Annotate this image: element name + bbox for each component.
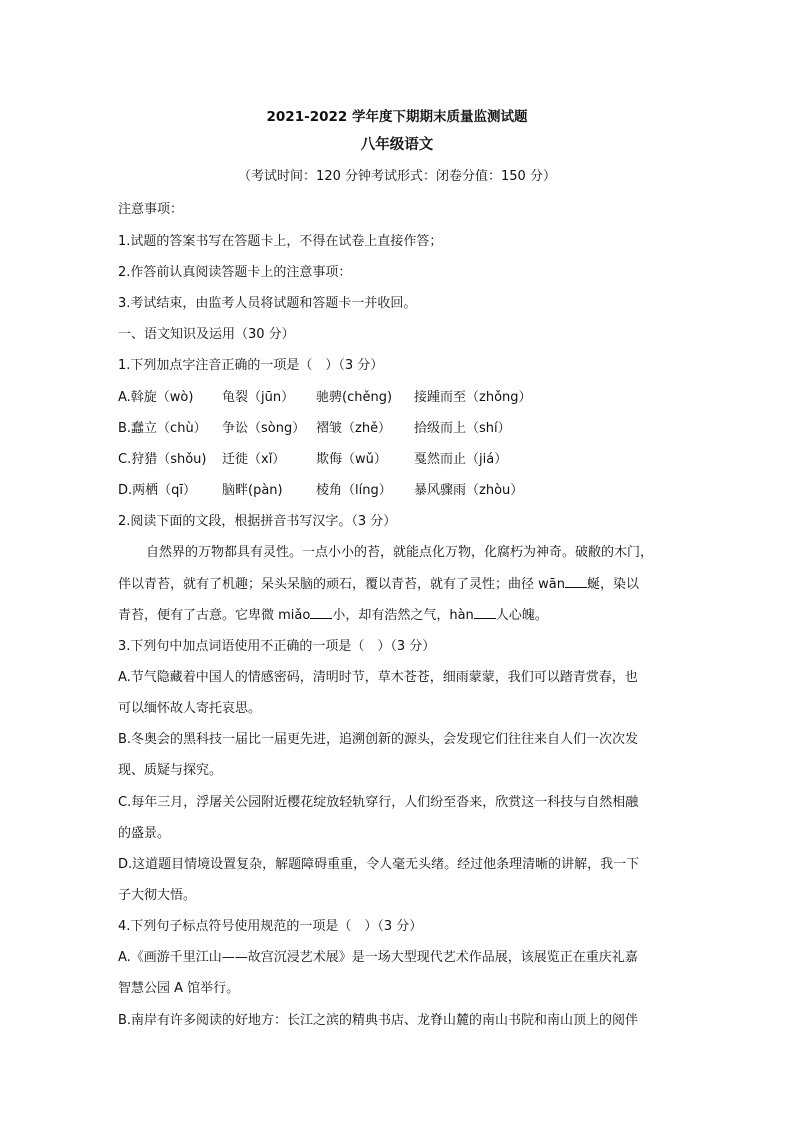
fill-blank <box>310 607 332 619</box>
q3-option-d: D.这道题目情境设置复杂，解题障碍重重，令人毫无头绪。经过他条理清晰的讲解，我一下 <box>118 857 640 872</box>
q1-option-a <box>118 386 532 405</box>
note-item: 2.作答前认真阅读答题卡上的注意事项： <box>118 265 352 280</box>
exam-title: 2021-2022 学年度下期期末质量监测试题 <box>266 109 528 125</box>
q3-option-c-cont: 的盛景。 <box>118 826 171 841</box>
option-item: 欺侮（wǔ） <box>316 452 387 467</box>
note-item: 1.试题的答案书写在答题卡上，不得在试卷上直接作答； <box>118 234 443 249</box>
option-item: 棱角（líng） <box>316 483 392 498</box>
q1-option-d <box>118 479 523 498</box>
passage-text: 人心魄。 <box>495 608 548 623</box>
option-item: 戛然而止（jiá） <box>414 452 508 467</box>
option-item: 拾级而上（shí） <box>414 421 511 436</box>
option-item: 龟裂（jūn） <box>222 390 295 405</box>
passage-text: 青苔，便有了古意。它卑微 miǎo <box>118 608 311 623</box>
option-item: A.斡旋（wò) <box>118 390 194 405</box>
q2-passage-line: 自然界的万物都具有灵性。一点小小的苔，就能点化万物，化腐朽为神奇。破敝的木门， <box>146 545 654 560</box>
q1-option-c <box>118 448 507 467</box>
q3-option-b-cont: 现、质疑与探究。 <box>118 763 223 778</box>
option-item: 迁徙（xǐ） <box>222 452 286 467</box>
option-item: 驰骋(chěng) <box>316 390 393 405</box>
option-item: 接踵而至（zhǒng） <box>414 390 532 405</box>
option-item: D.两栖（qī） <box>118 483 197 498</box>
option-item: C.狩猎（shǒu) <box>118 452 207 467</box>
option-item: B.蠢立（chù） <box>118 421 207 436</box>
exam-info: （考试时间：120 分钟考试形式：闭卷分值：150 分） <box>238 169 556 184</box>
fill-blank <box>565 576 587 588</box>
q3-option-a: A.节气隐藏着中国人的情感密码，清明时节，草木苍苍，细雨蒙蒙，我们可以踏青赏春，也 <box>118 670 638 685</box>
q4-option-b: B.南岸有许多阅读的好地方：长江之滨的精典书店、龙脊山麓的南山书院和南山顶上的阅伴 <box>118 1013 639 1028</box>
q3-option-b: B.冬奥会的黑科技一届比一届更先进，追溯创新的源头，会发现它们往往来自人们一次次发 <box>118 732 639 747</box>
q4-option-a-cont: 智慧公园 A 馆举行。 <box>118 981 240 996</box>
passage-text: 伴以青苔，就有了机趣；呆头呆脑的顽石，覆以青苔，就有了灵性；曲径 wān <box>118 577 565 592</box>
passage-text: 蜒，染以 <box>586 577 639 592</box>
option-item: 脑畔(pàn) <box>222 483 283 498</box>
note-item: 3.考试结束，由监考人员将试题和答题卡一并收回。 <box>118 296 417 311</box>
option-item: 褶皱（zhě） <box>316 421 392 436</box>
q2-passage-line <box>118 573 639 592</box>
question-2-stem: 2.阅读下面的文段，根据拼音书写汉字。（3 分） <box>118 514 397 529</box>
option-item: 暴风骤雨（zhòu） <box>414 483 524 498</box>
passage-text: 小，却有浩然之气，hàn <box>332 608 474 623</box>
q2-passage-line <box>118 604 548 623</box>
question-4-stem: 4.下列句子标点符号使用规范的一项是（ ）（3 分） <box>118 919 423 934</box>
question-1-stem: 1.下列加点字注音正确的一项是（ ）（3 分） <box>118 358 384 373</box>
question-3-stem: 3.下列句中加点词语使用不正确的一项是（ ）（3 分） <box>118 639 436 654</box>
section-heading: 一、语文知识及运用（30 分） <box>118 327 295 342</box>
exam-subject: 八年级语文 <box>360 137 434 153</box>
fill-blank <box>474 607 496 619</box>
q4-option-a: A.《画游千里江山——故宫沉浸艺术展》是一场大型现代艺术作品展，该展览正在重庆礼嘉 <box>118 950 638 965</box>
notes-heading: 注意事项： <box>118 202 184 217</box>
option-item: 争讼（sòng） <box>222 421 306 436</box>
q3-option-c: C.每年三月，浮屠关公园附近樱花绽放轻轨穿行，人们纷至沓来，欣赏这一科技与自然相融 <box>118 795 639 810</box>
q3-option-a-cont: 可以缅怀故人寄托哀思。 <box>118 701 262 716</box>
q1-option-b <box>118 417 511 436</box>
q3-option-d-cont: 子大彻大悟。 <box>118 888 197 903</box>
